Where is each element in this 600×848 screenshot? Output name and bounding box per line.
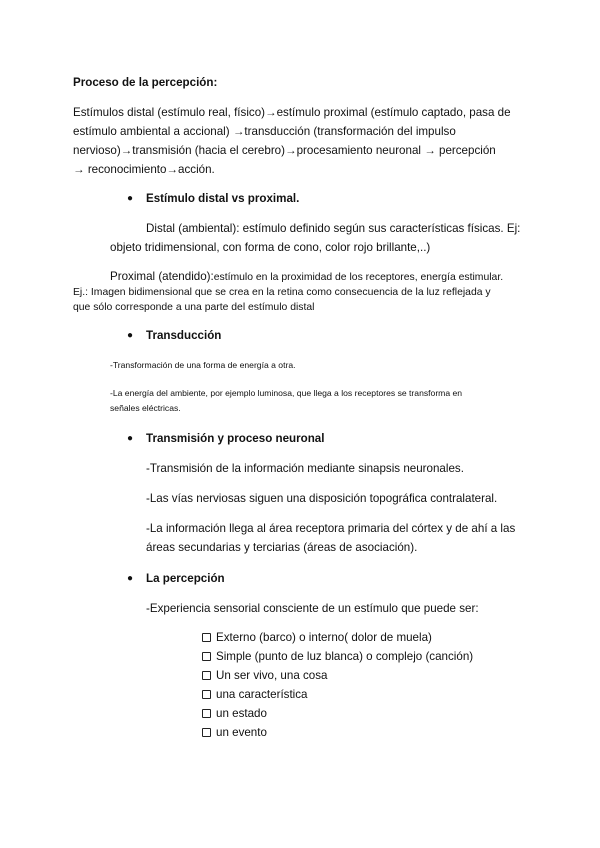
checkbox-icon[interactable] xyxy=(202,671,211,680)
transmision-line: -La información llega al área receptora primaria del córtex y de ahí a las xyxy=(146,522,516,535)
transmision-line: -Transmisión de la información mediante sinapsis neuronales. xyxy=(146,462,464,475)
checklist-item: un evento xyxy=(216,726,267,739)
transmision-line: -Las vías nerviosas siguen una disposición topográfica contralateral. xyxy=(146,492,498,505)
checkbox-icon[interactable] xyxy=(202,709,211,718)
transduccion-line: -Transformación de una forma de energía a otra. xyxy=(110,360,296,370)
bullet-icon: ● xyxy=(127,193,134,204)
transduccion-line: -La energía del ambiente, por ejemplo luminosa, que llega a los receptores se transforma en xyxy=(110,388,463,398)
section-heading-transmision: Transmisión y proceso neuronal xyxy=(146,432,325,445)
section-heading-estimulo: Estímulo distal vs proximal. xyxy=(146,192,300,205)
intro-line: → reconocimiento→acción. xyxy=(73,163,215,176)
checkbox-icon[interactable] xyxy=(202,652,211,661)
section-heading-transduccion: Transducción xyxy=(146,329,222,342)
bullet-icon: ● xyxy=(127,433,134,444)
transmision-line: áreas secundarias y terciarias (áreas de asociación). xyxy=(146,541,418,554)
transduccion-line: señales eléctricas. xyxy=(110,403,181,413)
intro-line: Estímulos distal (estímulo real, físico)→estímulo proximal (estímulo captado, pasa de xyxy=(73,106,511,119)
checkbox-icon[interactable] xyxy=(202,633,211,642)
distal-line: objeto tridimensional, con forma de cono, color rojo brillante,..) xyxy=(110,241,431,254)
distal-line: Distal (ambiental): estímulo definido según sus características físicas. Ej: xyxy=(146,222,521,235)
proximal-line: Ej.: Imagen bidimensional que se crea en la retina como consecuencia de la luz reflejada y xyxy=(73,287,491,298)
checkbox-icon[interactable] xyxy=(202,728,211,737)
proximal-paragraph xyxy=(110,267,503,286)
bullet-icon: ● xyxy=(127,330,134,341)
checklist-item: Simple (punto de luz blanca) o complejo (canción) xyxy=(216,650,474,663)
proximal-label: Proximal (atendido): xyxy=(110,270,214,283)
checklist-item: Externo (barco) o interno( dolor de muela) xyxy=(216,631,432,644)
checklist-item: un estado xyxy=(216,707,267,720)
bullet-icon: ● xyxy=(127,573,134,584)
percepcion-line: -Experiencia sensorial consciente de un estímulo que puede ser: xyxy=(146,602,479,615)
checklist-item: Un ser vivo, una cosa xyxy=(216,669,328,682)
intro-line: nervioso)→transmisión (hacia el cerebro)→procesamiento neuronal → percepción xyxy=(73,144,496,157)
intro-line: estímulo ambiental a accional) →transducción (transformación del impulso xyxy=(73,125,456,138)
section-heading-percepcion: La percepción xyxy=(146,572,225,585)
proximal-text: estímulo en la proximidad de los receptores, energía estimular. xyxy=(213,272,504,283)
proximal-line: que sólo corresponde a una parte del estímulo distal xyxy=(73,302,315,313)
checklist-item: una característica xyxy=(216,688,308,701)
document-title: Proceso de la percepción: xyxy=(73,76,218,89)
checkbox-icon[interactable] xyxy=(202,690,211,699)
